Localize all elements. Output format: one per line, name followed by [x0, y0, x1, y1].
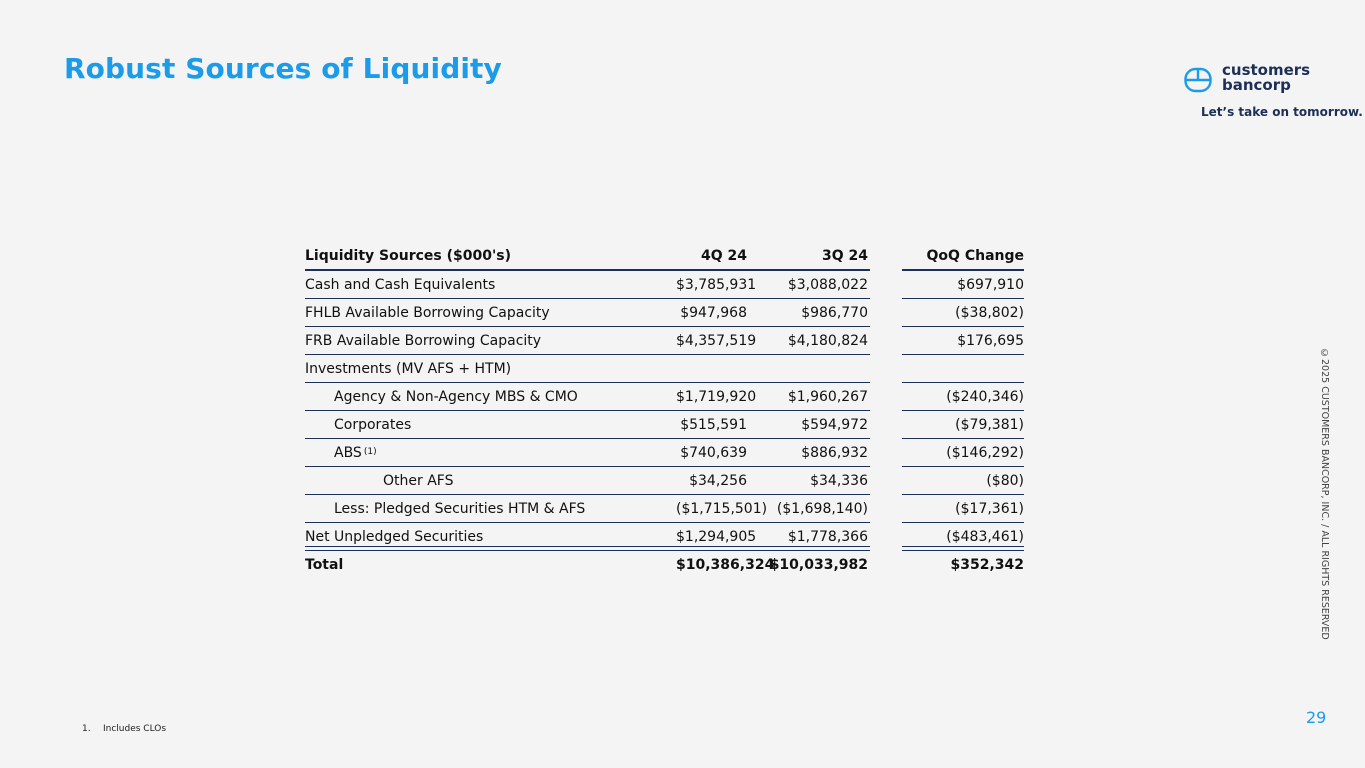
cell-3q24: ($1,698,140) — [776, 501, 868, 517]
row-label — [305, 445, 676, 461]
cell-4q24: ($1,715,501) — [676, 501, 768, 517]
cell-qoq: ($79,381) — [955, 417, 1024, 433]
row-label: FHLB Available Borrowing Capacity — [305, 305, 550, 321]
row-label: Less: Pledged Securities HTM & AFS — [334, 501, 586, 517]
copyright-notice: ©2025 CUSTOMERS BANCORP, INC. / ALL RIGHTS RESERVED — [1319, 348, 1330, 640]
cell-4q24: $740,639 — [680, 445, 747, 461]
total-label: Total — [305, 557, 344, 573]
table-row — [305, 383, 1024, 411]
cell-qoq: ($80) — [986, 473, 1024, 489]
table-total-row — [305, 551, 1024, 579]
cell-4q24: $947,968 — [680, 305, 747, 321]
table-row — [305, 523, 1024, 551]
cell-3q24: $3,088,022 — [787, 277, 868, 293]
row-label: Other AFS — [383, 473, 454, 489]
cell-qoq: $697,910 — [957, 277, 1024, 293]
total-4q24: $10,386,324 — [676, 557, 775, 573]
cell-qoq: ($38,802) — [955, 305, 1024, 321]
footnote — [82, 724, 166, 734]
cell-3q24: $1,960,267 — [787, 389, 868, 405]
row-label: Investments (MV AFS + HTM) — [305, 361, 512, 377]
row-label: Agency & Non-Agency MBS & CMO — [334, 389, 578, 405]
cell-4q24: $34,256 — [689, 473, 747, 489]
cell-qoq: ($240,346) — [946, 389, 1024, 405]
cell-qoq: ($483,461) — [946, 529, 1024, 545]
table-row — [305, 411, 1024, 439]
table-column-gap — [870, 240, 902, 579]
cell-3q24: $34,336 — [810, 473, 868, 489]
cell-qoq: ($17,361) — [955, 501, 1024, 517]
footnote-reference: (1) — [363, 447, 377, 457]
cell-qoq: $176,695 — [957, 333, 1024, 349]
cell-3q24: $1,778,366 — [787, 529, 868, 545]
total-3q24: $10,033,982 — [769, 557, 868, 573]
brand-name-line-2: bancorp — [1222, 76, 1291, 94]
cell-qoq: ($146,292) — [946, 445, 1024, 461]
row-label: FRB Available Borrowing Capacity — [305, 333, 542, 349]
table-row — [305, 439, 1024, 467]
table-row — [305, 495, 1024, 523]
cell-4q24: $3,785,931 — [676, 277, 757, 293]
table-row — [305, 299, 1024, 327]
page-number: 29 — [1306, 708, 1327, 727]
total-qoq: $352,342 — [950, 557, 1024, 573]
table-row — [305, 271, 1024, 299]
cell-4q24: $1,294,905 — [676, 529, 757, 545]
header-3q24: 3Q 24 — [822, 247, 868, 264]
cell-3q24: $4,180,824 — [787, 333, 868, 349]
row-label-text: ABS — [334, 445, 362, 461]
brand-name — [1222, 63, 1310, 93]
table-header-row — [305, 240, 1024, 271]
customers-bancorp-logo-icon — [1184, 66, 1212, 94]
header-4q24: 4Q 24 — [701, 247, 747, 264]
footnote-text: Includes CLOs — [103, 724, 167, 734]
row-label: Cash and Cash Equivalents — [305, 277, 496, 293]
header-liquidity-sources: Liquidity Sources ($000's) — [305, 247, 511, 264]
row-label: Net Unpledged Securities — [305, 529, 484, 545]
table-row — [305, 327, 1024, 355]
cell-3q24: $886,932 — [801, 445, 868, 461]
footnote-number: 1. — [82, 724, 91, 734]
header-qoq-change: QoQ Change — [926, 247, 1024, 264]
cell-4q24: $515,591 — [680, 417, 747, 433]
table-row — [305, 355, 1024, 383]
cell-4q24: $1,719,920 — [676, 389, 757, 405]
cell-3q24: $986,770 — [801, 305, 868, 321]
liquidity-table — [305, 240, 1024, 579]
brand-name-line-1: customers — [1222, 61, 1311, 79]
page-title: Robust Sources of Liquidity — [64, 52, 502, 85]
brand-tagline: Let’s take on tomorrow. — [1201, 105, 1363, 119]
table-row — [305, 467, 1024, 495]
cell-4q24: $4,357,519 — [676, 333, 757, 349]
row-label: Corporates — [334, 417, 412, 433]
cell-3q24: $594,972 — [801, 417, 868, 433]
